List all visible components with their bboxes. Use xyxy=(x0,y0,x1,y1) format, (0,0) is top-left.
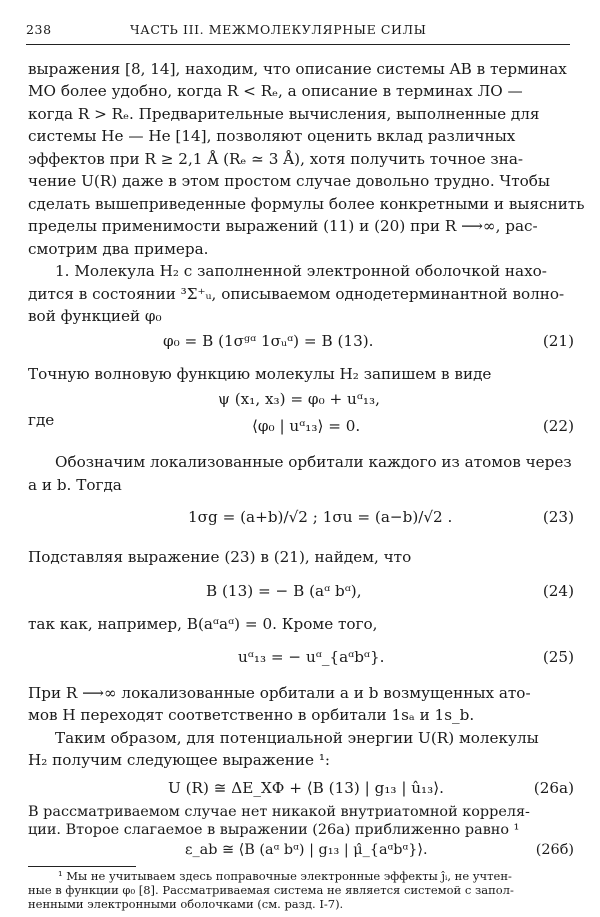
equation-label: (21) xyxy=(542,332,574,350)
text-line: системы He — He [14], позволяют оценить вклад различных xyxy=(28,127,516,145)
equation-label: (22) xyxy=(542,417,574,435)
text-line: пределы применимости выражений (11) и (20) при R ⟶∞, рас- xyxy=(28,217,538,235)
text-line: Обозначим локализованные орбитали каждого из атомов через xyxy=(55,453,572,471)
text-line: когда R > Rₑ. Предварительные вычисления, выполненные для xyxy=(28,105,540,123)
equation-26a: U (R) ≅ ΔE_ХФ + ⟨B (13) | g₁₃ | û₁₃⟩. xyxy=(168,779,444,797)
text-line: ции. Второе слагаемое в выражении (26а) приближенно равно ¹ xyxy=(28,822,520,838)
equation-25: uᵅ₁₃ = − uᵅ_{aᵅbᵅ}. xyxy=(238,648,385,666)
text-line: так как, например, B(aᵅaᵅ) = 0. Кроме того, xyxy=(28,615,378,633)
text-line: МО более удобно, когда R < Rₑ, а описание в терминах ЛО — xyxy=(28,82,523,100)
equation-24: B (13) = − B (aᵅ bᵅ), xyxy=(206,582,362,600)
footnote-line: ненными электронными оболочками (см. разд. I-7). xyxy=(28,897,344,911)
running-title: ЧАСТЬ III. МЕЖМОЛЕКУЛЯРНЫЕ СИЛЫ xyxy=(130,22,427,37)
text-line: дится в состоянии ³Σ⁺ᵤ, описываемом однодетерминантной волно- xyxy=(28,285,565,303)
text-line: Таким образом, для потенциальной энергии U(R) молекулы xyxy=(55,729,539,747)
equation-label: (25) xyxy=(542,648,574,666)
equation-23: 1σg = (a+b)/√2 ; 1σu = (a−b)/√2 . xyxy=(188,508,453,526)
equation-label: (23) xyxy=(542,508,574,526)
header-rule xyxy=(26,44,570,45)
text-line: сделать вышеприведенные формулы более конкретными и выяснить xyxy=(28,195,585,213)
text-line: вой функцией φ₀ xyxy=(28,307,162,325)
text-line: Подставляя выражение (23) в (21), найдем, что xyxy=(28,548,412,566)
text-line: смотрим два примера. xyxy=(28,240,209,258)
text-line: мов H переходят соответственно в орбитали 1sₐ и 1s_b. xyxy=(28,706,475,724)
equation-psi: ψ (x₁, x₃) = φ₀ + uᵅ₁₃, xyxy=(218,390,380,408)
text-line: H₂ получим следующее выражение ¹: xyxy=(28,751,331,769)
equation-label: (24) xyxy=(542,582,574,600)
footnote-line: ные в функции φ₀ [8]. Рассматриваемая система не является системой с запол- xyxy=(28,883,514,897)
text-line: Точную волновую функцию молекулы H₂ запишем в виде xyxy=(28,365,492,383)
text-line: 1. Молекула H₂ с заполненной электронной оболочкой нахо- xyxy=(55,262,547,280)
text-line: где xyxy=(28,411,55,429)
page-number: 238 xyxy=(26,22,52,37)
equation-26b: ε_ab ≅ ⟨B (aᵅ bᵅ) | g₁₃ | μ̂_{aᵅbᵅ}⟩. xyxy=(185,842,428,858)
text-line: выражения [8, 14], находим, что описание системы AB в терминах xyxy=(28,60,567,78)
equation-22: ⟨φ₀ | uᵅ₁₃⟩ = 0. xyxy=(252,417,361,435)
equation-21: φ₀ = B (1σᵍᵅ 1σᵤᵅ) = B (13). xyxy=(163,332,374,350)
equation-label: (26а) xyxy=(533,779,574,797)
equation-label: (26б) xyxy=(535,842,574,858)
text-line: чение U(R) даже в этом простом случае довольно трудно. Чтобы xyxy=(28,172,550,190)
footnote-line: ¹ Мы не учитываем здесь поправочные электронные эффекты ĵᵢ, не учтен- xyxy=(58,869,512,883)
footnote-rule xyxy=(28,866,136,867)
text-line: a и b. Тогда xyxy=(28,476,122,494)
text-line: В рассматриваемом случае нет никакой внутриатомной корреля- xyxy=(28,804,530,820)
text-line: При R ⟶∞ локализованные орбитали a и b возмущенных ато- xyxy=(28,684,531,702)
page-header xyxy=(26,22,570,42)
text-line: эффектов при R ≥ 2,1 Å (Rₑ ≃ 3 Å), хотя получить точное зна- xyxy=(28,150,524,168)
